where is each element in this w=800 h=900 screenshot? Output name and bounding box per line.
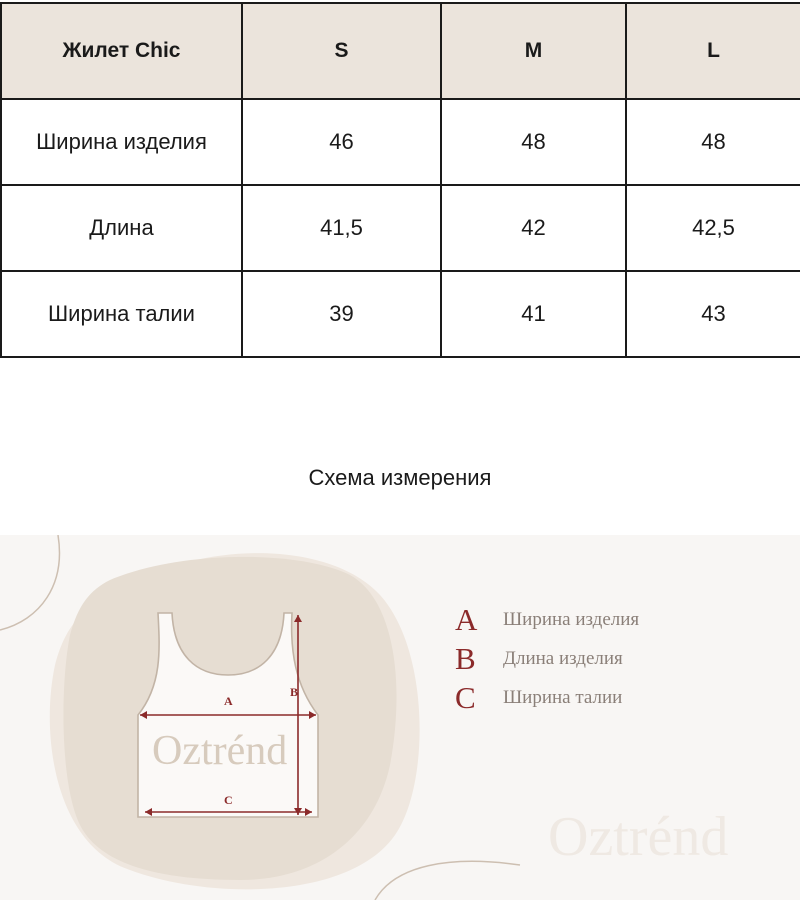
label-a: A bbox=[224, 694, 233, 708]
legend-text: Длина изделия bbox=[503, 647, 623, 669]
measurement-legend bbox=[455, 600, 639, 717]
decorative-arc bbox=[0, 535, 59, 630]
legend-letter: A bbox=[455, 601, 478, 637]
row-label: Ширина изделия bbox=[1, 99, 242, 185]
legend-item bbox=[455, 678, 639, 717]
header-size-s: S bbox=[242, 3, 441, 99]
legend-letter: C bbox=[455, 679, 476, 715]
measurement-scheme-panel bbox=[0, 535, 800, 900]
size-chart-table bbox=[0, 2, 800, 358]
table-cell: 46 bbox=[242, 99, 441, 185]
header-product-name: Жилет Chic bbox=[1, 3, 242, 99]
table-row bbox=[1, 185, 800, 271]
diagram-watermark: Oztrénd bbox=[152, 728, 288, 774]
legend-item bbox=[455, 600, 639, 639]
legend-item bbox=[455, 639, 639, 678]
legend-text: Ширина талии bbox=[503, 686, 623, 708]
brand-watermark: Oztrénd bbox=[548, 806, 729, 868]
table-cell: 48 bbox=[441, 99, 626, 185]
table-cell: 42,5 bbox=[626, 185, 800, 271]
header-size-m: M bbox=[441, 3, 626, 99]
table-cell: 43 bbox=[626, 271, 800, 357]
header-size-l: L bbox=[626, 3, 800, 99]
table-cell: 48 bbox=[626, 99, 800, 185]
table-row bbox=[1, 99, 800, 185]
row-label: Ширина талии bbox=[1, 271, 242, 357]
row-label: Длина bbox=[1, 185, 242, 271]
table-cell: 42 bbox=[441, 185, 626, 271]
table-cell: 41 bbox=[441, 271, 626, 357]
decorative-arc bbox=[375, 861, 520, 900]
label-b: B bbox=[290, 685, 299, 699]
table-row bbox=[1, 271, 800, 357]
label-c: C bbox=[224, 793, 233, 807]
legend-text: Ширина изделия bbox=[503, 608, 640, 630]
table-cell: 41,5 bbox=[242, 185, 441, 271]
table-cell: 39 bbox=[242, 271, 441, 357]
table-header-row bbox=[1, 3, 800, 99]
legend-letter: B bbox=[455, 640, 476, 676]
measurement-scheme-title: Схема измерения bbox=[308, 465, 492, 490]
